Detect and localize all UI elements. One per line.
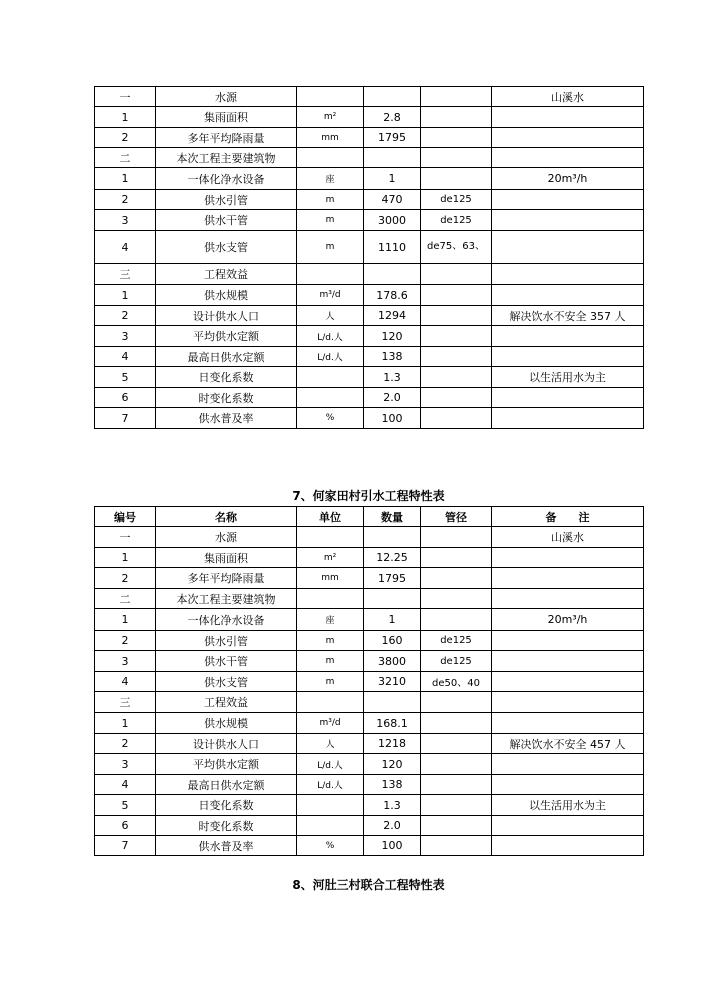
cell-pipe (421, 713, 492, 734)
cell-unit: 座 (297, 609, 364, 631)
cell-pipe (421, 795, 492, 816)
cell-note: 20m³/h (492, 168, 644, 190)
cell-note (492, 589, 644, 609)
table-row (95, 306, 644, 326)
cell-qty: 1.3 (364, 795, 421, 816)
cell-note (492, 231, 644, 264)
cell-pipe: de75、63、 (421, 231, 492, 264)
cell-unit (297, 148, 364, 168)
cell-name: 工程效益 (156, 264, 297, 285)
cell-name: 供水支管 (156, 231, 297, 264)
table-row (95, 692, 644, 713)
cell-qty: 1294 (364, 306, 421, 326)
cell-no: 2 (95, 306, 156, 326)
table-row (95, 548, 644, 568)
cell-name: 水源 (156, 527, 297, 548)
cell-name: 供水引管 (156, 631, 297, 651)
cell-qty: 120 (364, 326, 421, 347)
table-row (95, 87, 644, 107)
cell-qty (364, 527, 421, 548)
cell-no: 3 (95, 651, 156, 672)
cell-unit (297, 388, 364, 408)
cell-no: 2 (95, 568, 156, 589)
cell-pipe (421, 589, 492, 609)
cell-pipe (421, 734, 492, 754)
cell-no: 1 (95, 548, 156, 568)
cell-note (492, 754, 644, 775)
cell-name: 本次工程主要建筑物 (156, 148, 297, 168)
cell-note: 以生活用水为主 (492, 367, 644, 388)
cell-name: 多年平均降雨量 (156, 128, 297, 148)
cell-name: 日变化系数 (156, 795, 297, 816)
cell-qty: 100 (364, 408, 421, 429)
cell-name: 供水普及率 (156, 836, 297, 856)
table-row (95, 264, 644, 285)
cell-pipe (421, 148, 492, 168)
header-note: 备 注 (492, 507, 644, 527)
cell-qty: 3000 (364, 210, 421, 231)
cell-note (492, 692, 644, 713)
cell-pipe (421, 408, 492, 429)
cell-unit: m³/d (297, 285, 364, 306)
cell-note (492, 210, 644, 231)
cell-pipe (421, 388, 492, 408)
cell-note (492, 285, 644, 306)
cell-qty: 100 (364, 836, 421, 856)
table-row (95, 816, 644, 836)
cell-qty (364, 148, 421, 168)
table-row (95, 589, 644, 609)
cell-name: 供水干管 (156, 210, 297, 231)
cell-qty: 1 (364, 609, 421, 631)
cell-unit: % (297, 836, 364, 856)
cell-qty: 138 (364, 775, 421, 795)
cell-qty: 1110 (364, 231, 421, 264)
cell-note (492, 548, 644, 568)
cell-qty: 120 (364, 754, 421, 775)
cell-no: 7 (95, 408, 156, 429)
table-row (95, 168, 644, 190)
cell-qty: 1795 (364, 568, 421, 589)
cell-unit (297, 795, 364, 816)
cell-pipe (421, 107, 492, 128)
table-header-row (95, 507, 644, 527)
cell-pipe (421, 692, 492, 713)
cell-note (492, 713, 644, 734)
table-row (95, 795, 644, 816)
table-row (95, 568, 644, 589)
cell-unit: % (297, 408, 364, 429)
cell-no: 4 (95, 347, 156, 367)
cell-note (492, 568, 644, 589)
header-pipe: 管径 (421, 507, 492, 527)
cell-name: 平均供水定额 (156, 754, 297, 775)
cell-note (492, 631, 644, 651)
cell-unit: mm (297, 128, 364, 148)
cell-note: 山溪水 (492, 87, 644, 107)
cell-unit: mm (297, 568, 364, 589)
cell-no: 2 (95, 190, 156, 210)
cell-name: 供水支管 (156, 672, 297, 692)
table-row (95, 672, 644, 692)
table-row (95, 347, 644, 367)
table-row (95, 836, 644, 856)
table-row (95, 388, 644, 408)
cell-name: 平均供水定额 (156, 326, 297, 347)
cell-pipe (421, 128, 492, 148)
table-row (95, 631, 644, 651)
cell-pipe: de125 (421, 651, 492, 672)
cell-note (492, 672, 644, 692)
table-row (95, 210, 644, 231)
cell-note: 解决饮水不安全 457 人 (492, 734, 644, 754)
table-row (95, 713, 644, 734)
cell-name: 最高日供水定额 (156, 775, 297, 795)
cell-unit: m³/d (297, 713, 364, 734)
cell-no: 4 (95, 775, 156, 795)
cell-note (492, 651, 644, 672)
cell-qty: 2.0 (364, 388, 421, 408)
cell-no: 1 (95, 609, 156, 631)
table-row (95, 527, 644, 548)
cell-unit: m (297, 190, 364, 210)
cell-name: 设计供水人口 (156, 306, 297, 326)
cell-no: 二 (95, 589, 156, 609)
table-row (95, 326, 644, 347)
cell-unit (297, 589, 364, 609)
cell-qty: 178.6 (364, 285, 421, 306)
cell-pipe (421, 306, 492, 326)
cell-pipe (421, 548, 492, 568)
cell-note: 以生活用水为主 (492, 795, 644, 816)
cell-pipe: de125 (421, 631, 492, 651)
table-caption-7: 7、何家田村引水工程特性表 (292, 489, 445, 503)
cell-name: 最高日供水定额 (156, 347, 297, 367)
cell-no: 1 (95, 168, 156, 190)
table-row (95, 231, 644, 264)
cell-pipe (421, 347, 492, 367)
cell-unit: L/d.人 (297, 326, 364, 347)
cell-pipe: de125 (421, 210, 492, 231)
cell-pipe (421, 326, 492, 347)
table-row (95, 367, 644, 388)
cell-note (492, 347, 644, 367)
cell-no: 3 (95, 754, 156, 775)
cell-name: 本次工程主要建筑物 (156, 589, 297, 609)
table-row (95, 107, 644, 128)
cell-note (492, 408, 644, 429)
cell-no: 4 (95, 231, 156, 264)
cell-qty: 1218 (364, 734, 421, 754)
cell-note: 20m³/h (492, 609, 644, 631)
cell-name: 一体化净水设备 (156, 609, 297, 631)
table-row (95, 734, 644, 754)
table-row (95, 609, 644, 631)
cell-no: 三 (95, 264, 156, 285)
cell-name: 集雨面积 (156, 548, 297, 568)
table-1-continuation (94, 86, 644, 429)
cell-pipe (421, 285, 492, 306)
table-row (95, 651, 644, 672)
cell-name: 一体化净水设备 (156, 168, 297, 190)
cell-qty: 3800 (364, 651, 421, 672)
cell-no: 6 (95, 816, 156, 836)
cell-qty (364, 87, 421, 107)
cell-no: 1 (95, 713, 156, 734)
cell-unit: m (297, 210, 364, 231)
cell-unit: m (297, 672, 364, 692)
table-row (95, 128, 644, 148)
cell-pipe (421, 168, 492, 190)
cell-name: 集雨面积 (156, 107, 297, 128)
cell-no: 5 (95, 795, 156, 816)
cell-pipe (421, 87, 492, 107)
cell-unit: m (297, 651, 364, 672)
cell-qty: 470 (364, 190, 421, 210)
cell-no: 3 (95, 210, 156, 231)
cell-name: 供水普及率 (156, 408, 297, 429)
cell-unit (297, 692, 364, 713)
cell-unit: L/d.人 (297, 775, 364, 795)
cell-pipe: de125 (421, 190, 492, 210)
cell-pipe (421, 775, 492, 795)
cell-name: 供水规模 (156, 285, 297, 306)
cell-unit (297, 264, 364, 285)
cell-no: 6 (95, 388, 156, 408)
cell-no: 一 (95, 87, 156, 107)
cell-no: 2 (95, 631, 156, 651)
cell-name: 日变化系数 (156, 367, 297, 388)
cell-pipe (421, 367, 492, 388)
header-qty: 数量 (364, 507, 421, 527)
header-no: 编号 (95, 507, 156, 527)
table-row (95, 408, 644, 429)
cell-name: 供水规模 (156, 713, 297, 734)
cell-note (492, 388, 644, 408)
cell-unit: m² (297, 107, 364, 128)
cell-qty: 3210 (364, 672, 421, 692)
cell-unit (297, 527, 364, 548)
cell-pipe (421, 609, 492, 631)
cell-name: 时变化系数 (156, 816, 297, 836)
cell-name: 工程效益 (156, 692, 297, 713)
table-caption-8: 8、河肚三村联合工程特性表 (292, 878, 445, 892)
cell-note (492, 326, 644, 347)
cell-pipe (421, 754, 492, 775)
cell-unit (297, 87, 364, 107)
cell-pipe (421, 264, 492, 285)
cell-qty (364, 264, 421, 285)
cell-no: 二 (95, 148, 156, 168)
cell-qty: 160 (364, 631, 421, 651)
cell-qty: 168.1 (364, 713, 421, 734)
table-7-hejiatian (94, 506, 644, 856)
cell-unit (297, 367, 364, 388)
cell-name: 供水引管 (156, 190, 297, 210)
cell-name: 多年平均降雨量 (156, 568, 297, 589)
cell-no: 4 (95, 672, 156, 692)
cell-qty: 1.3 (364, 367, 421, 388)
cell-pipe: de50、40 (421, 672, 492, 692)
cell-no: 5 (95, 367, 156, 388)
cell-no: 2 (95, 128, 156, 148)
table-row (95, 754, 644, 775)
cell-qty: 2.0 (364, 816, 421, 836)
cell-note (492, 816, 644, 836)
cell-note (492, 190, 644, 210)
cell-unit: m (297, 231, 364, 264)
header-name: 名称 (156, 507, 297, 527)
cell-note (492, 148, 644, 168)
cell-note (492, 836, 644, 856)
cell-pipe (421, 816, 492, 836)
cell-unit: 座 (297, 168, 364, 190)
cell-note (492, 264, 644, 285)
cell-no: 1 (95, 285, 156, 306)
table-row (95, 148, 644, 168)
cell-qty: 2.8 (364, 107, 421, 128)
cell-pipe (421, 568, 492, 589)
cell-qty (364, 692, 421, 713)
table-row (95, 285, 644, 306)
cell-unit: 人 (297, 734, 364, 754)
cell-qty: 1795 (364, 128, 421, 148)
cell-unit: 人 (297, 306, 364, 326)
cell-name: 设计供水人口 (156, 734, 297, 754)
cell-no: 三 (95, 692, 156, 713)
cell-note: 山溪水 (492, 527, 644, 548)
cell-no: 7 (95, 836, 156, 856)
table-row (95, 775, 644, 795)
cell-unit (297, 816, 364, 836)
cell-unit: L/d.人 (297, 754, 364, 775)
cell-note: 解决饮水不安全 357 人 (492, 306, 644, 326)
cell-qty: 1 (364, 168, 421, 190)
cell-unit: m (297, 631, 364, 651)
cell-pipe (421, 527, 492, 548)
header-unit: 单位 (297, 507, 364, 527)
cell-name: 供水干管 (156, 651, 297, 672)
table-row (95, 190, 644, 210)
cell-qty: 12.25 (364, 548, 421, 568)
cell-unit: L/d.人 (297, 347, 364, 367)
cell-pipe (421, 836, 492, 856)
cell-note (492, 128, 644, 148)
cell-no: 一 (95, 527, 156, 548)
cell-unit: m² (297, 548, 364, 568)
cell-note (492, 775, 644, 795)
cell-qty (364, 589, 421, 609)
cell-name: 水源 (156, 87, 297, 107)
cell-note (492, 107, 644, 128)
cell-name: 时变化系数 (156, 388, 297, 408)
cell-no: 3 (95, 326, 156, 347)
cell-no: 2 (95, 734, 156, 754)
cell-qty: 138 (364, 347, 421, 367)
cell-no: 1 (95, 107, 156, 128)
